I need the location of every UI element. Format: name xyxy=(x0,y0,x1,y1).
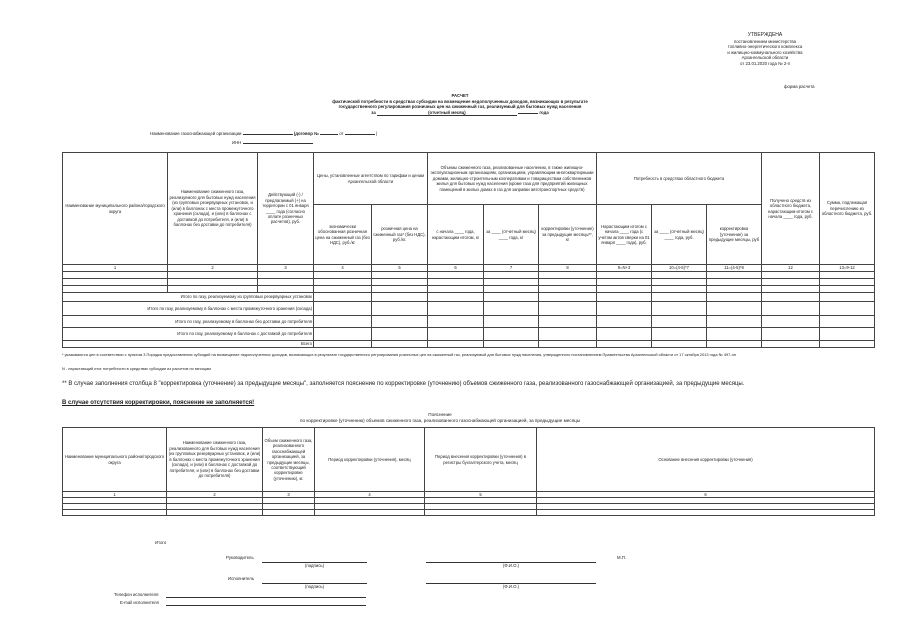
header-received: Получено средств из областного бюджета, нарастающим итогом с начала ____ года, руб. xyxy=(762,153,820,265)
col-number: 2 xyxy=(168,265,258,272)
contract-close: ) xyxy=(375,131,378,136)
approval-line: постановлением министерства xyxy=(733,38,797,44)
exp-header-municipal: Наименование муниципального района/городского округа xyxy=(63,428,167,492)
period-field[interactable] xyxy=(377,110,517,117)
period-hint: (отчетный месяц) xyxy=(428,109,466,115)
org-row xyxy=(150,131,377,137)
correction-note: ** В случае заполнения столбца 8 "корректировка (уточнение) за предыдущие месяцы", заполняется пояснение по корректировке (уточнению) объемов сжиженного газа, реализованного газоснабжающей организацией, за предыдущие месяцы. xyxy=(62,381,745,387)
footnote-1: * указываются цен в соответствии с пунктом 3 Порядка предоставления субсидий на возмещение недополученных доходов, возникающих в результате государственного регулирования розничных цен на сжиженный газ, реализуемый для бытовых нужд населения, утвержденного постановлением Правительства Архангельской области от 17 октября 2013 года № 497-пп xyxy=(62,352,736,357)
header-actual: Действующий (-) / предлагаемый (+) на территории с 01 января ____ года (согласно оплате розничных расчетов), руб. xyxy=(258,153,314,265)
col-number: 3 xyxy=(258,265,314,272)
contract-number-field[interactable] xyxy=(320,134,338,135)
executor-name-hint: (Ф.И.О.) xyxy=(502,584,520,589)
inn-field[interactable] xyxy=(243,143,313,144)
col-number: 10=(4-5)*7 xyxy=(652,265,707,272)
summary-row xyxy=(63,328,875,341)
approval-line: от 23.01.2020 года № 2-п xyxy=(740,60,790,66)
header-municipal: Наименование муниципального района/городского округа xyxy=(63,153,168,265)
approval-heading: УТВЕРЖДЕНА xyxy=(747,32,783,38)
org-label: Наименование газоснабжающей организации xyxy=(150,131,242,136)
executor-label: Исполнитель xyxy=(228,576,255,581)
email-label: E-mail исполнителя xyxy=(120,600,159,605)
explanation-table xyxy=(62,427,875,516)
col-number: 5 xyxy=(372,265,428,272)
title-year: года xyxy=(539,109,549,115)
table-row[interactable] xyxy=(63,286,875,293)
header-need: Потребность в средствах областного бюджета xyxy=(597,153,762,205)
exp-header-posting: Период внесения корректировки (уточнения) в регистры бухгалтерского учета, месяц xyxy=(425,428,537,492)
table-row[interactable] xyxy=(63,279,875,286)
header-need-b: за ____ (отчетный месяц) ____ года, руб. xyxy=(652,205,707,265)
summary-row xyxy=(63,302,875,316)
col-number: 7 xyxy=(484,265,539,272)
head-name-hint: (Ф.И.О.) xyxy=(502,563,520,568)
column-number-row xyxy=(63,265,875,272)
col-number: 4 xyxy=(315,492,425,498)
col-number: 13=9-12 xyxy=(820,265,875,272)
table-row[interactable] xyxy=(63,272,875,279)
col-number: 1 xyxy=(63,265,168,272)
head-label: Руководитель xyxy=(226,555,254,560)
col-number: 5 xyxy=(425,492,537,498)
title-za: за xyxy=(371,109,376,115)
calculation-table xyxy=(62,152,875,348)
header-prices: Цены, установленные агентством по тарифам и ценам Архангельской области xyxy=(314,153,428,205)
total-label: Всего xyxy=(63,341,314,348)
title-line1: фактической потребности в средствах субсидии на возмещение недополученных доходов, возникающих в результате xyxy=(332,98,588,104)
table-row[interactable] xyxy=(63,510,875,516)
explanation-subheading: по корректировке (уточнению) объемов сжиженного газа, реализованного газоснабжающей организацией, за предыдущие месяцы xyxy=(300,417,580,423)
exp-header-basis: Основание внесения корректировки (уточнения) xyxy=(537,428,875,492)
stamp-label: М.П. xyxy=(617,555,627,560)
col-number: 6 xyxy=(428,265,484,272)
summary-label: Итого по газу, реализуемому в баллонах с доставкой до потребителя xyxy=(63,328,314,341)
header-price-a: экономически обоснованная розничная цена на сжиженный газ (без НДС), руб./кг xyxy=(314,205,372,265)
phone-field[interactable] xyxy=(166,597,366,598)
year-field[interactable] xyxy=(518,113,538,114)
warning-text: В случае отсутствия корректировки, пояснение не заполняется! xyxy=(62,400,255,406)
contract-from: от xyxy=(339,131,344,136)
form-label: форма расчета xyxy=(784,84,815,89)
summary-row xyxy=(63,293,875,302)
explanation-heading: Пояснение xyxy=(428,412,452,417)
head-sign-hint: (подпись) xyxy=(304,563,325,568)
summary-row xyxy=(63,316,875,328)
executor-sign-hint: (подпись) xyxy=(304,584,325,589)
exp-header-volume: Объем сжиженного газа, реализованного газоснабжающей организацией, за предыдущие месяцы, соответствующий корректировке (уточнению), кг. xyxy=(263,428,315,492)
header-need-c: корректировка (уточнение) за предыдущие месяцы, руб xyxy=(707,205,762,265)
header-sum: Сумма, подлежащая перечислению из областного бюджета, руб. xyxy=(820,153,875,265)
col-number: 3 xyxy=(263,492,315,498)
org-name-field[interactable] xyxy=(243,134,293,135)
phone-label: Телефон исполнителя xyxy=(114,592,159,597)
header-need-a: Нарастающим итогом с начала ____ года (с учетом актов сверки на 01 января ____ года), руб. xyxy=(597,205,652,265)
explanation-total: Итого xyxy=(155,540,167,545)
inn-label: ИНН xyxy=(232,140,242,145)
summary-row-total xyxy=(63,341,875,348)
document-title xyxy=(250,93,670,116)
exp-header-gas: Наименование сжиженного газа, реализованного для бытовых нужд населения (из групповых резервуарных установок, и (или) в баллонах с места промежуточного хранения (склада), и (или) в баллонах с доставкой до потребителя, и (или) в баллонах без доставки до потребителя) xyxy=(167,428,263,492)
title-heading: РАСЧЕТ xyxy=(451,93,469,98)
col-number: 12 xyxy=(762,265,820,272)
header-vol-a: с начала ____ года, нарастающим итогом, кг xyxy=(428,205,484,265)
approval-line: топливно-энергетического комплекса xyxy=(727,44,803,50)
summary-label: Итого по газу, реализуемому из групповых резервуарных установок xyxy=(63,293,314,302)
approval-block xyxy=(700,32,830,66)
email-field[interactable] xyxy=(166,605,366,606)
header-price-b: розничная цена на сжиженный газ* (без НДС), руб./кг. xyxy=(372,205,428,265)
contract-label: (договор № xyxy=(293,131,319,136)
explanation-title xyxy=(180,412,700,424)
exp-header-period: Период корректировки (уточнения), месяц xyxy=(315,428,425,492)
header-vol-b: за ____ (отчетный месяц) ____ года, кг xyxy=(484,205,539,265)
footnote-2: N - нарастающий итог потребности в средствах субсидии из расчетов по месяцам xyxy=(62,366,211,371)
col-number: 8 xyxy=(539,265,597,272)
col-number: 9=N+3 xyxy=(597,265,652,272)
approval-line: Архангельской области xyxy=(741,55,789,61)
summary-label: Итого по газу, реализуемому в баллонах без доставки до потребителя xyxy=(63,316,314,328)
col-number: 6 xyxy=(537,492,875,498)
header-gas: Наименование сжиженного газа, реализуемого для бытовых нужд населения (из групповых резервуарных установок, и (или) в баллонах с места промежуточного хранения (склада), и (или) в баллонах с доставкой до потребителя, и (или) в баллонах без доставки до потребителя) xyxy=(168,153,258,265)
inn-row xyxy=(232,140,313,146)
col-number: 2 xyxy=(167,492,263,498)
header-volumes: Объемы сжиженного газа, реализованные населению, в также жилищно-эксплуатационным организациям, организациям, управляющим многоквартирными домами, жилищно-строительным кооперативам и товариществам собственников жилья для бытовых нужд населения (кроме газа для предприятий жилищных помещений в жилых домах в газ для заправки автотранспортных средств) xyxy=(428,153,597,205)
contract-date-field[interactable] xyxy=(345,134,375,135)
header-vol-c: корректировки (уточнение) за предыдущие месяцы**, кг xyxy=(539,205,597,265)
summary-label: Итого по газу, реализуемому в баллонах с места промежуточного хранения (склада) xyxy=(63,302,314,316)
approval-line: и жилищно-коммунального хозяйства xyxy=(727,49,803,55)
title-line2: государственного регулирования розничных цен на сжиженный газ, реализуемый для бытовых нужд населения xyxy=(338,104,582,110)
col-number: 4 xyxy=(314,265,372,272)
col-number: 11=(4-5)*8 xyxy=(707,265,762,272)
col-number: 1 xyxy=(63,492,167,498)
